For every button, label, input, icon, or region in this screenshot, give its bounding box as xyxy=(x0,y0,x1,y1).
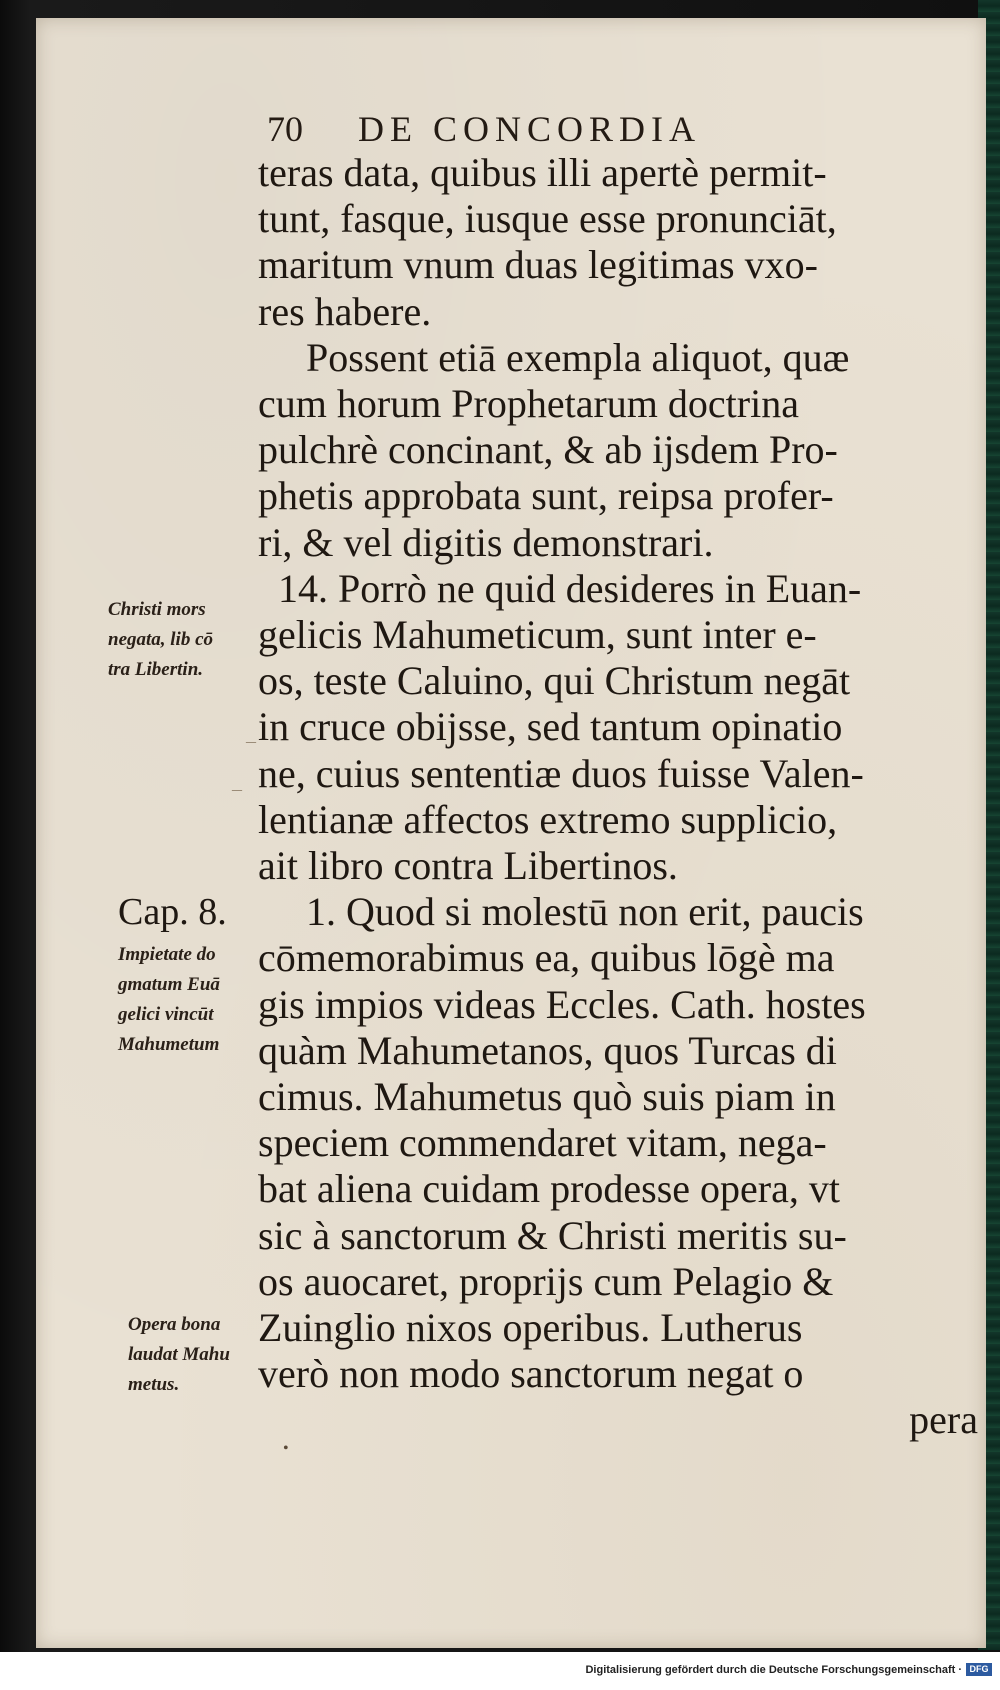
text-line: phetis approbata sunt, reipsa profer- xyxy=(258,473,834,519)
margin-note-line: negata, lib cō xyxy=(108,629,214,650)
margin-note-impietate xyxy=(118,940,268,1060)
margin-note-line: gelici vincūt xyxy=(118,1004,214,1025)
digitization-footer xyxy=(0,1652,1000,1690)
text-line: Zuinglio nixos operibus. Lutherus xyxy=(258,1305,803,1351)
text-line: res habere. xyxy=(258,288,432,334)
text-line: cum horum Prophetarum doctrina xyxy=(258,381,799,427)
text-line: tunt, fasque, iusque esse pronunciāt, xyxy=(258,196,837,242)
text-line: bat aliena cuidam prodesse opera, vt xyxy=(258,1166,840,1212)
text-line: ne, cuius sententiæ duos fuisse Valen- xyxy=(258,750,864,796)
catchword: pera xyxy=(909,1397,978,1443)
text-line: in cruce obijsse, sed tantum opinatio xyxy=(258,704,843,750)
text-line: gelicis Mahumeticum, sunt inter e- xyxy=(258,612,817,658)
text-line: verò non modo sanctorum negat o xyxy=(258,1351,804,1397)
margin-mark: – xyxy=(232,778,242,800)
margin-note-line: Opera bona xyxy=(128,1314,221,1335)
text-line: quàm Mahumetanos, quos Turcas di xyxy=(258,1027,837,1073)
text-line: cimus. Mahumetus quò suis piam in xyxy=(258,1074,836,1120)
text-line: os auocaret, proprijs cum Pelagio & xyxy=(258,1258,834,1304)
text-line: cōmemorabimus ea, quibus lōgè ma xyxy=(258,935,835,981)
text-line: 1. Quod si molestū non erit, paucis xyxy=(306,889,864,935)
running-header xyxy=(267,108,701,150)
ink-mark: • xyxy=(283,1440,289,1457)
margin-note-line: gmatum Euā xyxy=(118,974,220,995)
margin-note-line: Mahumetum xyxy=(118,1034,220,1055)
text-line: sic à sanctorum & Christi meritis su- xyxy=(258,1212,847,1258)
text-line: teras data, quibus illi apertè permit- xyxy=(258,150,827,195)
text-line: Possent etiā exempla aliquot, quæ xyxy=(306,334,850,380)
footer-credit: Digitalisierung gefördert durch die Deutsche Forschungsgemeinschaft · xyxy=(585,1664,962,1676)
margin-note-line: tra Libertin. xyxy=(108,659,204,680)
running-title: DE CONCORDIA xyxy=(358,109,702,149)
margin-note-opera xyxy=(128,1310,278,1400)
text-line: maritum vnum duas legitimas vxo- xyxy=(258,242,818,288)
page-number: 70 xyxy=(267,109,303,149)
margin-note-line: laudat Mahu xyxy=(128,1344,230,1365)
dfg-logo-icon: DFG xyxy=(966,1663,992,1676)
chapter-heading: Cap. 8. xyxy=(118,891,227,933)
margin-note-line: Christi mors xyxy=(108,599,206,620)
text-line: ri, & vel digitis demonstrari. xyxy=(258,519,714,565)
text-line: gis impios videas Eccles. Cath. hostes xyxy=(258,981,866,1027)
text-line: speciem commendaret vitam, nega- xyxy=(258,1120,827,1166)
text-line: 14. Porrò ne quid desideres in Euan- xyxy=(278,565,862,611)
text-line: pulchrè concinant, & ab ijsdem Pro- xyxy=(258,427,838,473)
margin-note-line: Impietate do xyxy=(118,944,216,965)
text-line: os, teste Caluino, qui Christum negāt xyxy=(258,658,851,704)
body-text xyxy=(258,150,978,1444)
margin-note-christi xyxy=(108,595,258,685)
text-line: ait libro contra Libertinos. xyxy=(258,843,678,889)
text-line: lentianæ affectos extremo supplicio, xyxy=(258,796,838,842)
margin-note-line: metus. xyxy=(128,1374,180,1395)
margin-mark: – xyxy=(246,730,256,752)
